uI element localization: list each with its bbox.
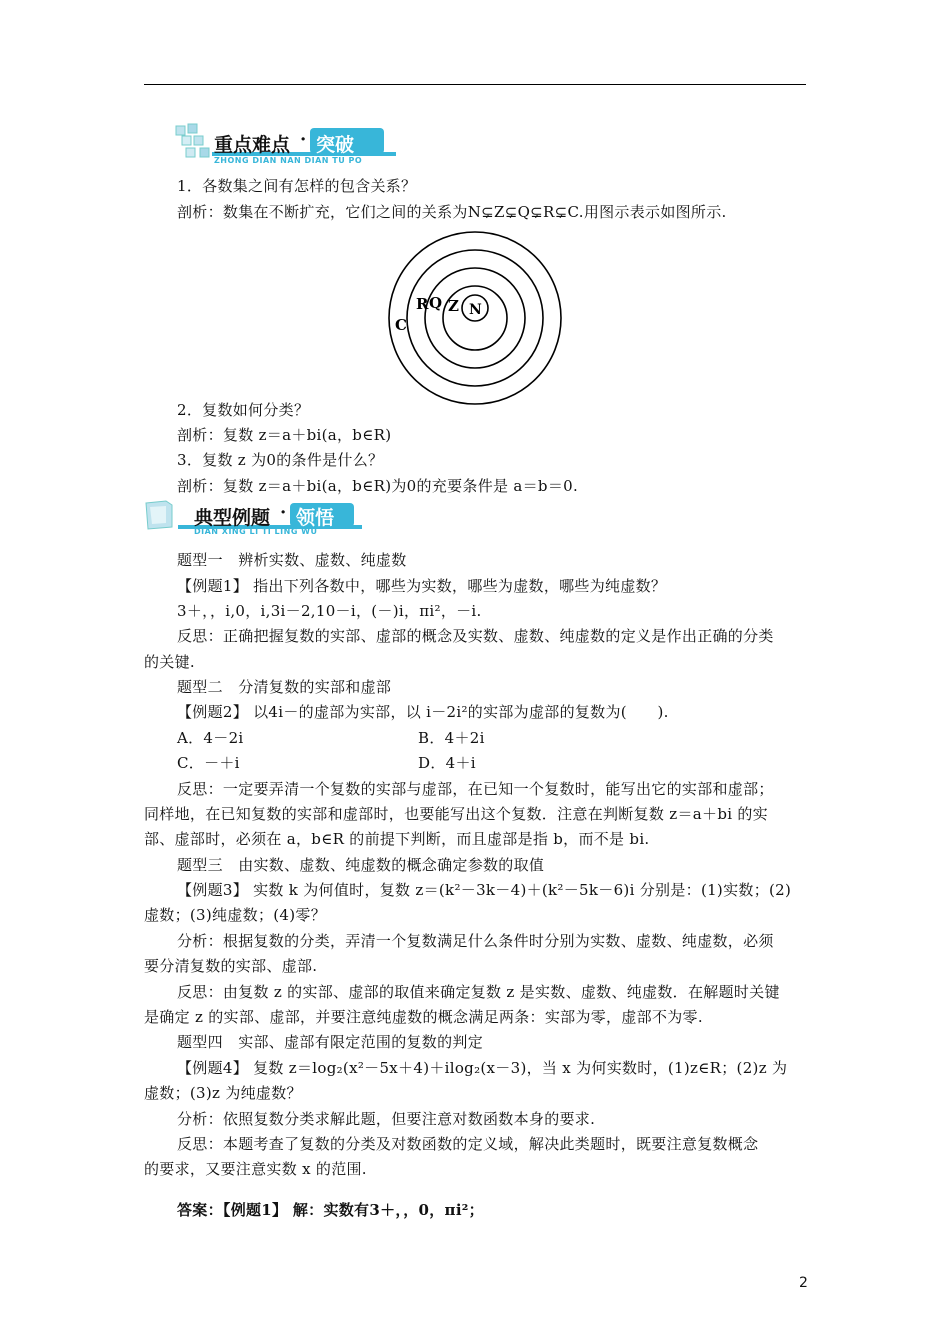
answer-line: 答案：【例题1】 解：实数有3＋，，0，πi²； [177, 1201, 484, 1219]
set-r-circle [407, 250, 543, 386]
section-banner-examples [140, 497, 370, 537]
banner-pinyin: ZHONG DIAN NAN DIAN TU PO [214, 156, 363, 165]
reflection-3b: 是确定 z 的实部、虚部，并要注意纯虚数的概念满足两条：实部为零，虚部不为零. [144, 1008, 703, 1026]
type-1-heading: 题型一 辨析实数、虚数、纯虚数 [177, 551, 407, 569]
option-a: A．4－2i [177, 729, 244, 747]
label-n: N [469, 302, 482, 318]
analysis-1: 剖析：数集在不断扩充，它们之间的关系为N⊊Z⊊Q⊊R⊊C.用图示表示如图所示. [177, 203, 727, 221]
nested-sets-diagram [385, 228, 565, 408]
reflection-2c: 部、虚部时，必须在 a，b∈R 的前提下判断，而且虚部是指 b，而不是 bi. [144, 830, 650, 848]
set-c-circle [389, 232, 561, 404]
header-rule [144, 84, 806, 85]
analysis-3a: 分析：根据复数的分类，弄清一个复数满足什么条件时分别为实数、虚数、纯虚数，必须 [177, 932, 774, 950]
question-1: 1．各数集之间有怎样的包含关系？ [177, 177, 417, 195]
label-z: Z [448, 297, 459, 315]
set-q-circle [425, 268, 525, 368]
page-number: 2 [799, 1275, 808, 1291]
question-3: 3．复数 z 为0的条件是什么？ [177, 451, 384, 469]
example-2: 【例题2】 以4i－的虚部为实部，以 i－2i²的实部为虚部的复数为( ). [177, 703, 669, 721]
type-4-heading: 题型四 实部、虚部有限定范围的复数的判定 [177, 1033, 484, 1051]
banner-dot: · [300, 129, 307, 150]
reflection-4b: 的要求，又要注意实数 x 的范围. [144, 1160, 367, 1178]
banner-highlight: 领悟 [296, 507, 335, 529]
label-q: Q [429, 294, 443, 312]
type-3-heading: 题型三 由实数、虚数、纯虚数的概念确定参数的取值 [177, 856, 545, 874]
section-banner-key-points [172, 122, 402, 168]
reflection-4a: 反思：本题考查了复数的分类及对数函数的定义域，解决此类题时，既要注意复数概念 [177, 1135, 759, 1153]
option-b: B．4＋2i [418, 729, 485, 747]
banner-highlight: 突破 [316, 134, 355, 156]
option-d: D．4＋i [418, 754, 476, 772]
banner-pinyin: DIAN XING LI TI LING WU [194, 527, 318, 536]
reflection-2a: 反思：一定要弄清一个复数的实部与虚部，在已知一个复数时，能写出它的实部和虚部； [177, 780, 774, 798]
question-2: 2．复数如何分类？ [177, 401, 310, 419]
analysis-2: 剖析：复数 z＝a＋bi(a，b∈R) [177, 426, 392, 444]
analysis-4: 分析：依照复数分类求解此题，但要注意对数函数本身的要求. [177, 1110, 596, 1128]
example-4a: 【例题4】 复数 z＝log₂(x²－5x＋4)＋ilog₂(x－3)，当 x 为何实数时，(1)z∈R；(2)z 为 [177, 1059, 788, 1077]
example-4b: 虚数；(3)z 为纯虚数？ [144, 1084, 302, 1102]
type-2-heading: 题型二 分清复数的实部和虚部 [177, 678, 392, 696]
banner-dot: · [280, 502, 287, 523]
reflection-1b: 的关键. [144, 653, 195, 671]
example-1-numbers: 3＋，，i,0，i,3i－2,10－i，(－)i，πi²，－i. [177, 602, 482, 620]
example-3a: 【例题3】 实数 k 为何值时，复数 z＝(k²－3k－4)＋(k²－5k－6)i 分别是：(1)实数；(2) [177, 881, 792, 899]
banner-title: 典型例题 [194, 507, 271, 529]
analysis-3b: 要分清复数的实部、虚部. [144, 957, 318, 975]
example-3b: 虚数；(3)纯虚数；(4)零？ [144, 906, 326, 924]
analysis-3: 剖析：复数 z＝a＋bi(a，b∈R)为0的充要条件是 a＝b＝0. [177, 477, 579, 495]
label-r: R [416, 295, 429, 313]
reflection-3a: 反思：由复数 z 的实部、虚部的取值来确定复数 z 是实数、虚数、纯虚数．在解题时关键 [177, 983, 780, 1001]
reflection-1a: 反思：正确把握复数的实部、虚部的概念及实数、虚数、纯虚数的定义是作出正确的分类 [177, 627, 774, 645]
example-1: 【例题1】 指出下列各数中，哪些为实数，哪些为虚数，哪些为纯虚数？ [177, 577, 667, 595]
banner-title: 重点难点 [214, 134, 291, 156]
label-c: C [395, 316, 407, 334]
reflection-2b: 同样地，在已知复数的实部和虚部时，也要能写出这个复数．注意在判断复数 z＝a＋bi 的实 [144, 805, 768, 823]
option-c: C．－＋i [177, 754, 240, 772]
